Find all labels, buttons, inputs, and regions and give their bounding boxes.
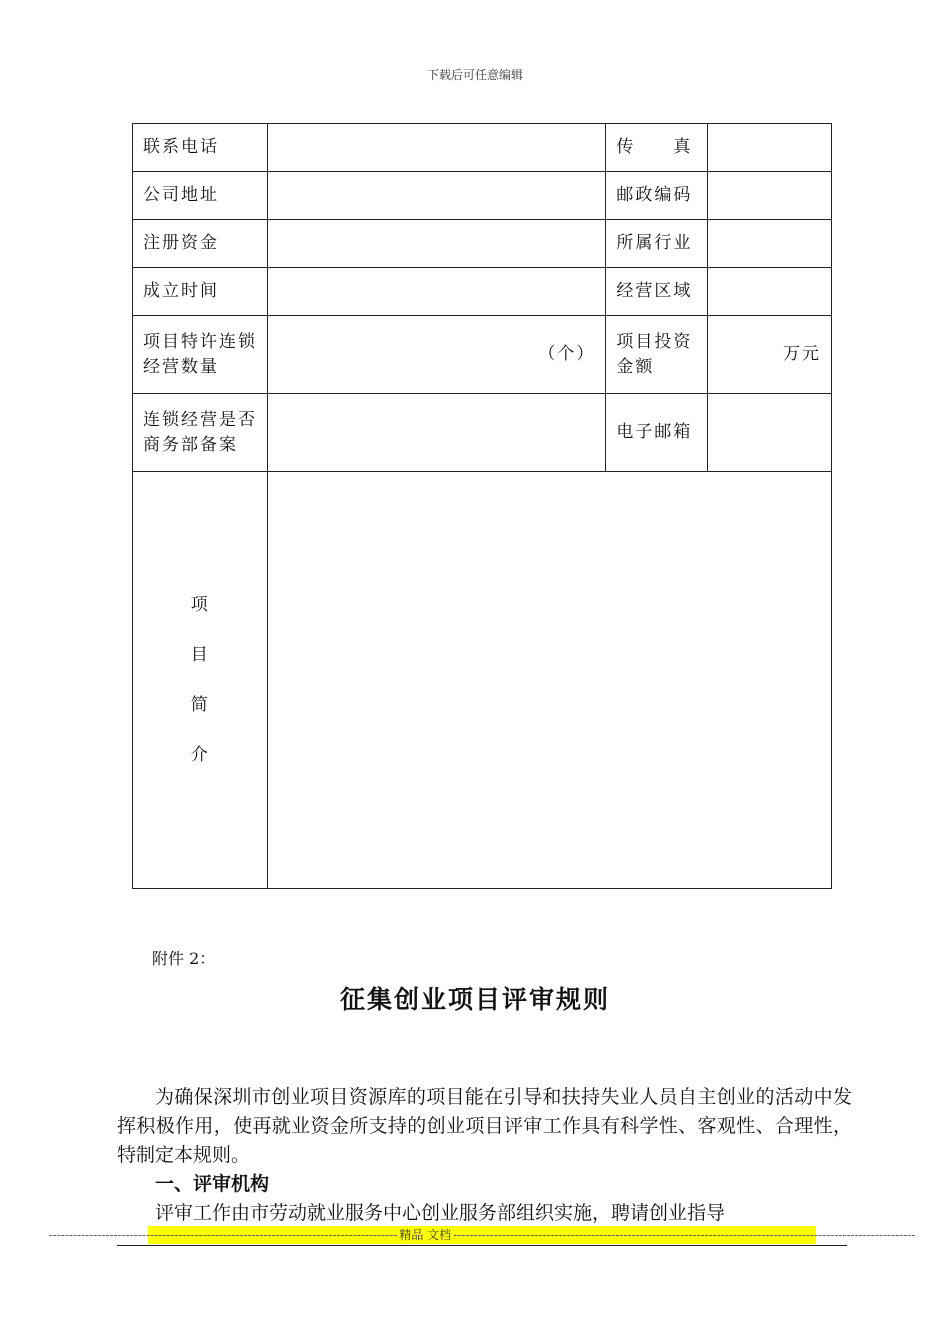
unit-wan-yuan: 万元 (783, 344, 821, 364)
section-heading: 一、评审机构 (155, 1173, 270, 1195)
label-registered-capital: 注册资金 (133, 220, 268, 268)
label-postcode: 邮政编码 (606, 172, 707, 220)
label-business-area: 经营区域 (606, 268, 707, 316)
intro-char: 项 (190, 595, 210, 615)
label-phone: 联系电话 (133, 124, 268, 172)
form-row-franchise (133, 316, 832, 394)
label-email: 电子邮箱 (606, 394, 707, 472)
field-email[interactable] (707, 394, 831, 472)
label-established-date: 成立时间 (133, 268, 268, 316)
label-project-intro (133, 472, 268, 889)
field-mofcom-filing[interactable] (268, 394, 606, 472)
field-investment-amount[interactable] (707, 316, 831, 394)
field-phone[interactable] (268, 124, 606, 172)
field-address[interactable] (268, 172, 606, 220)
label-mofcom-filing: 连锁经营是否商务部备案 (133, 394, 268, 472)
label-fax: 传 真 (606, 124, 707, 172)
field-established-date[interactable] (268, 268, 606, 316)
paragraph: 为确保深圳市创业项目资源库的项目能在引导和扶持失业人员自主创业的活动中发挥积极作用，使再就业资金所支持的创业项目评审工作具有科学性、客观性、合理性，特制定本规则。 (117, 1086, 852, 1166)
label-franchise-count: 项目特许连锁经营数量 (133, 316, 268, 394)
attachment-label: 附件 2： (152, 949, 216, 968)
footer-dashes-right: ------------------------------------------------------------------------------------------------------------------ (453, 1228, 916, 1242)
unit-count: （个） (538, 344, 596, 364)
footer-center-text: 精品 文档 (399, 1228, 452, 1242)
intro-char: 简 (190, 695, 210, 715)
project-info-form (132, 123, 832, 889)
field-business-area[interactable] (707, 268, 831, 316)
field-fax[interactable] (707, 124, 831, 172)
form-row-intro (133, 472, 832, 889)
document-body (117, 1083, 852, 1228)
footer-divider (117, 1245, 847, 1246)
intro-char: 目 (190, 645, 210, 665)
field-postcode[interactable] (707, 172, 831, 220)
footer-watermark-bar (48, 1226, 916, 1244)
field-industry[interactable] (707, 220, 831, 268)
paragraph: 评审工作由市劳动就业服务中心创业服务部组织实施，聘请创业指导 (155, 1202, 726, 1224)
label-investment-amount: 项目投资金额 (606, 316, 707, 394)
form-row-filing (133, 394, 832, 472)
field-franchise-count[interactable] (268, 316, 606, 394)
label-address: 公司地址 (133, 172, 268, 220)
label-industry: 所属行业 (606, 220, 707, 268)
form-row-established (133, 268, 832, 316)
form-row-phone (133, 124, 832, 172)
form-row-capital (133, 220, 832, 268)
document-title: 征集创业项目评审规则 (339, 985, 610, 1014)
field-project-intro[interactable] (268, 472, 832, 889)
footer-dashes-left: -------------------------------------------------------------------------------------- (48, 1228, 398, 1242)
intro-char: 介 (190, 745, 210, 765)
field-registered-capital[interactable] (268, 220, 606, 268)
page-header-note: 下载后可任意编辑 (426, 68, 523, 82)
form-row-address (133, 172, 832, 220)
